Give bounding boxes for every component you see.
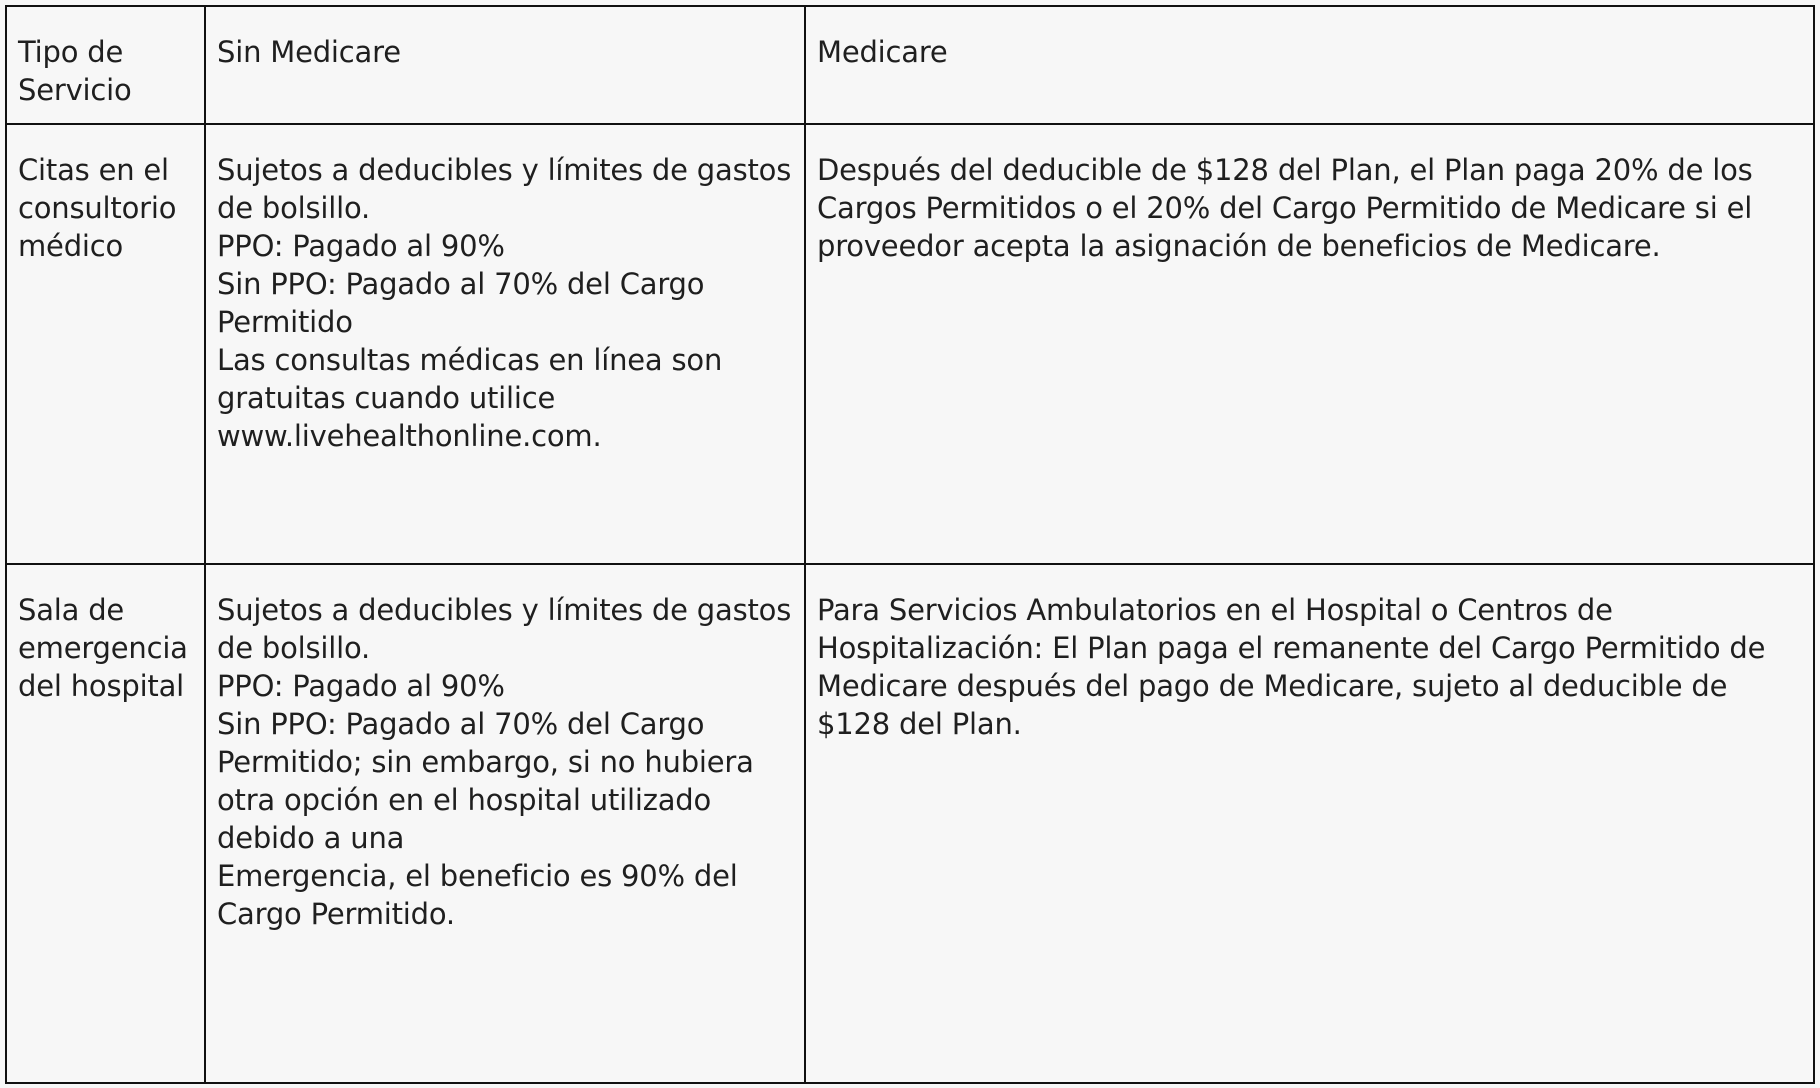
cell-line: PPO: Pagado al 90%	[217, 669, 505, 703]
cell-medicare: Para Servicios Ambulatorios en el Hospital o Centros de Hospitalización: El Plan paga el remanente del Cargo Permitido de Medicare después del pago de Medicare, sujeto al deducible de $128 del Plan.	[805, 564, 1814, 1083]
header-service-type: Tipo de Servicio	[6, 6, 205, 124]
cell-without-medicare	[205, 124, 805, 564]
cell-line: Sujetos a deducibles y límites de gastos de bolsillo.	[217, 593, 792, 665]
header-medicare: Medicare	[805, 6, 1814, 124]
benefits-comparison-table	[5, 5, 1815, 1084]
cell-line: Sin PPO: Pagado al 70% del Cargo Permitido	[217, 267, 705, 339]
table-header-row	[6, 6, 1814, 124]
cell-line: PPO: Pagado al 90%	[217, 229, 505, 263]
cell-line: Sin PPO: Pagado al 70% del Cargo Permitido; sin embargo, si no hubiera otra opción en el hospital utilizado debido a una	[217, 707, 754, 855]
table-row	[6, 564, 1814, 1083]
cell-line: Sujetos a deducibles y límites de gastos de bolsillo.	[217, 153, 792, 225]
cell-service: Sala de emergencia del hospital	[6, 564, 205, 1083]
cell-line: Emergencia, el beneficio es 90% del Cargo Permitido.	[217, 859, 738, 931]
cell-without-medicare	[205, 564, 805, 1083]
cell-line: Las consultas médicas en línea son gratuitas cuando utilice www.livehealthonline.com.	[217, 343, 723, 453]
table-row	[6, 124, 1814, 564]
header-without-medicare: Sin Medicare	[205, 6, 805, 124]
cell-service: Citas en el consultorio médico	[6, 124, 205, 564]
cell-medicare: Después del deducible de $128 del Plan, el Plan paga 20% de los Cargos Permitidos o el 20% del Cargo Permitido de Medicare si el proveedor acepta la asignación de beneficios de Medicare.	[805, 124, 1814, 564]
